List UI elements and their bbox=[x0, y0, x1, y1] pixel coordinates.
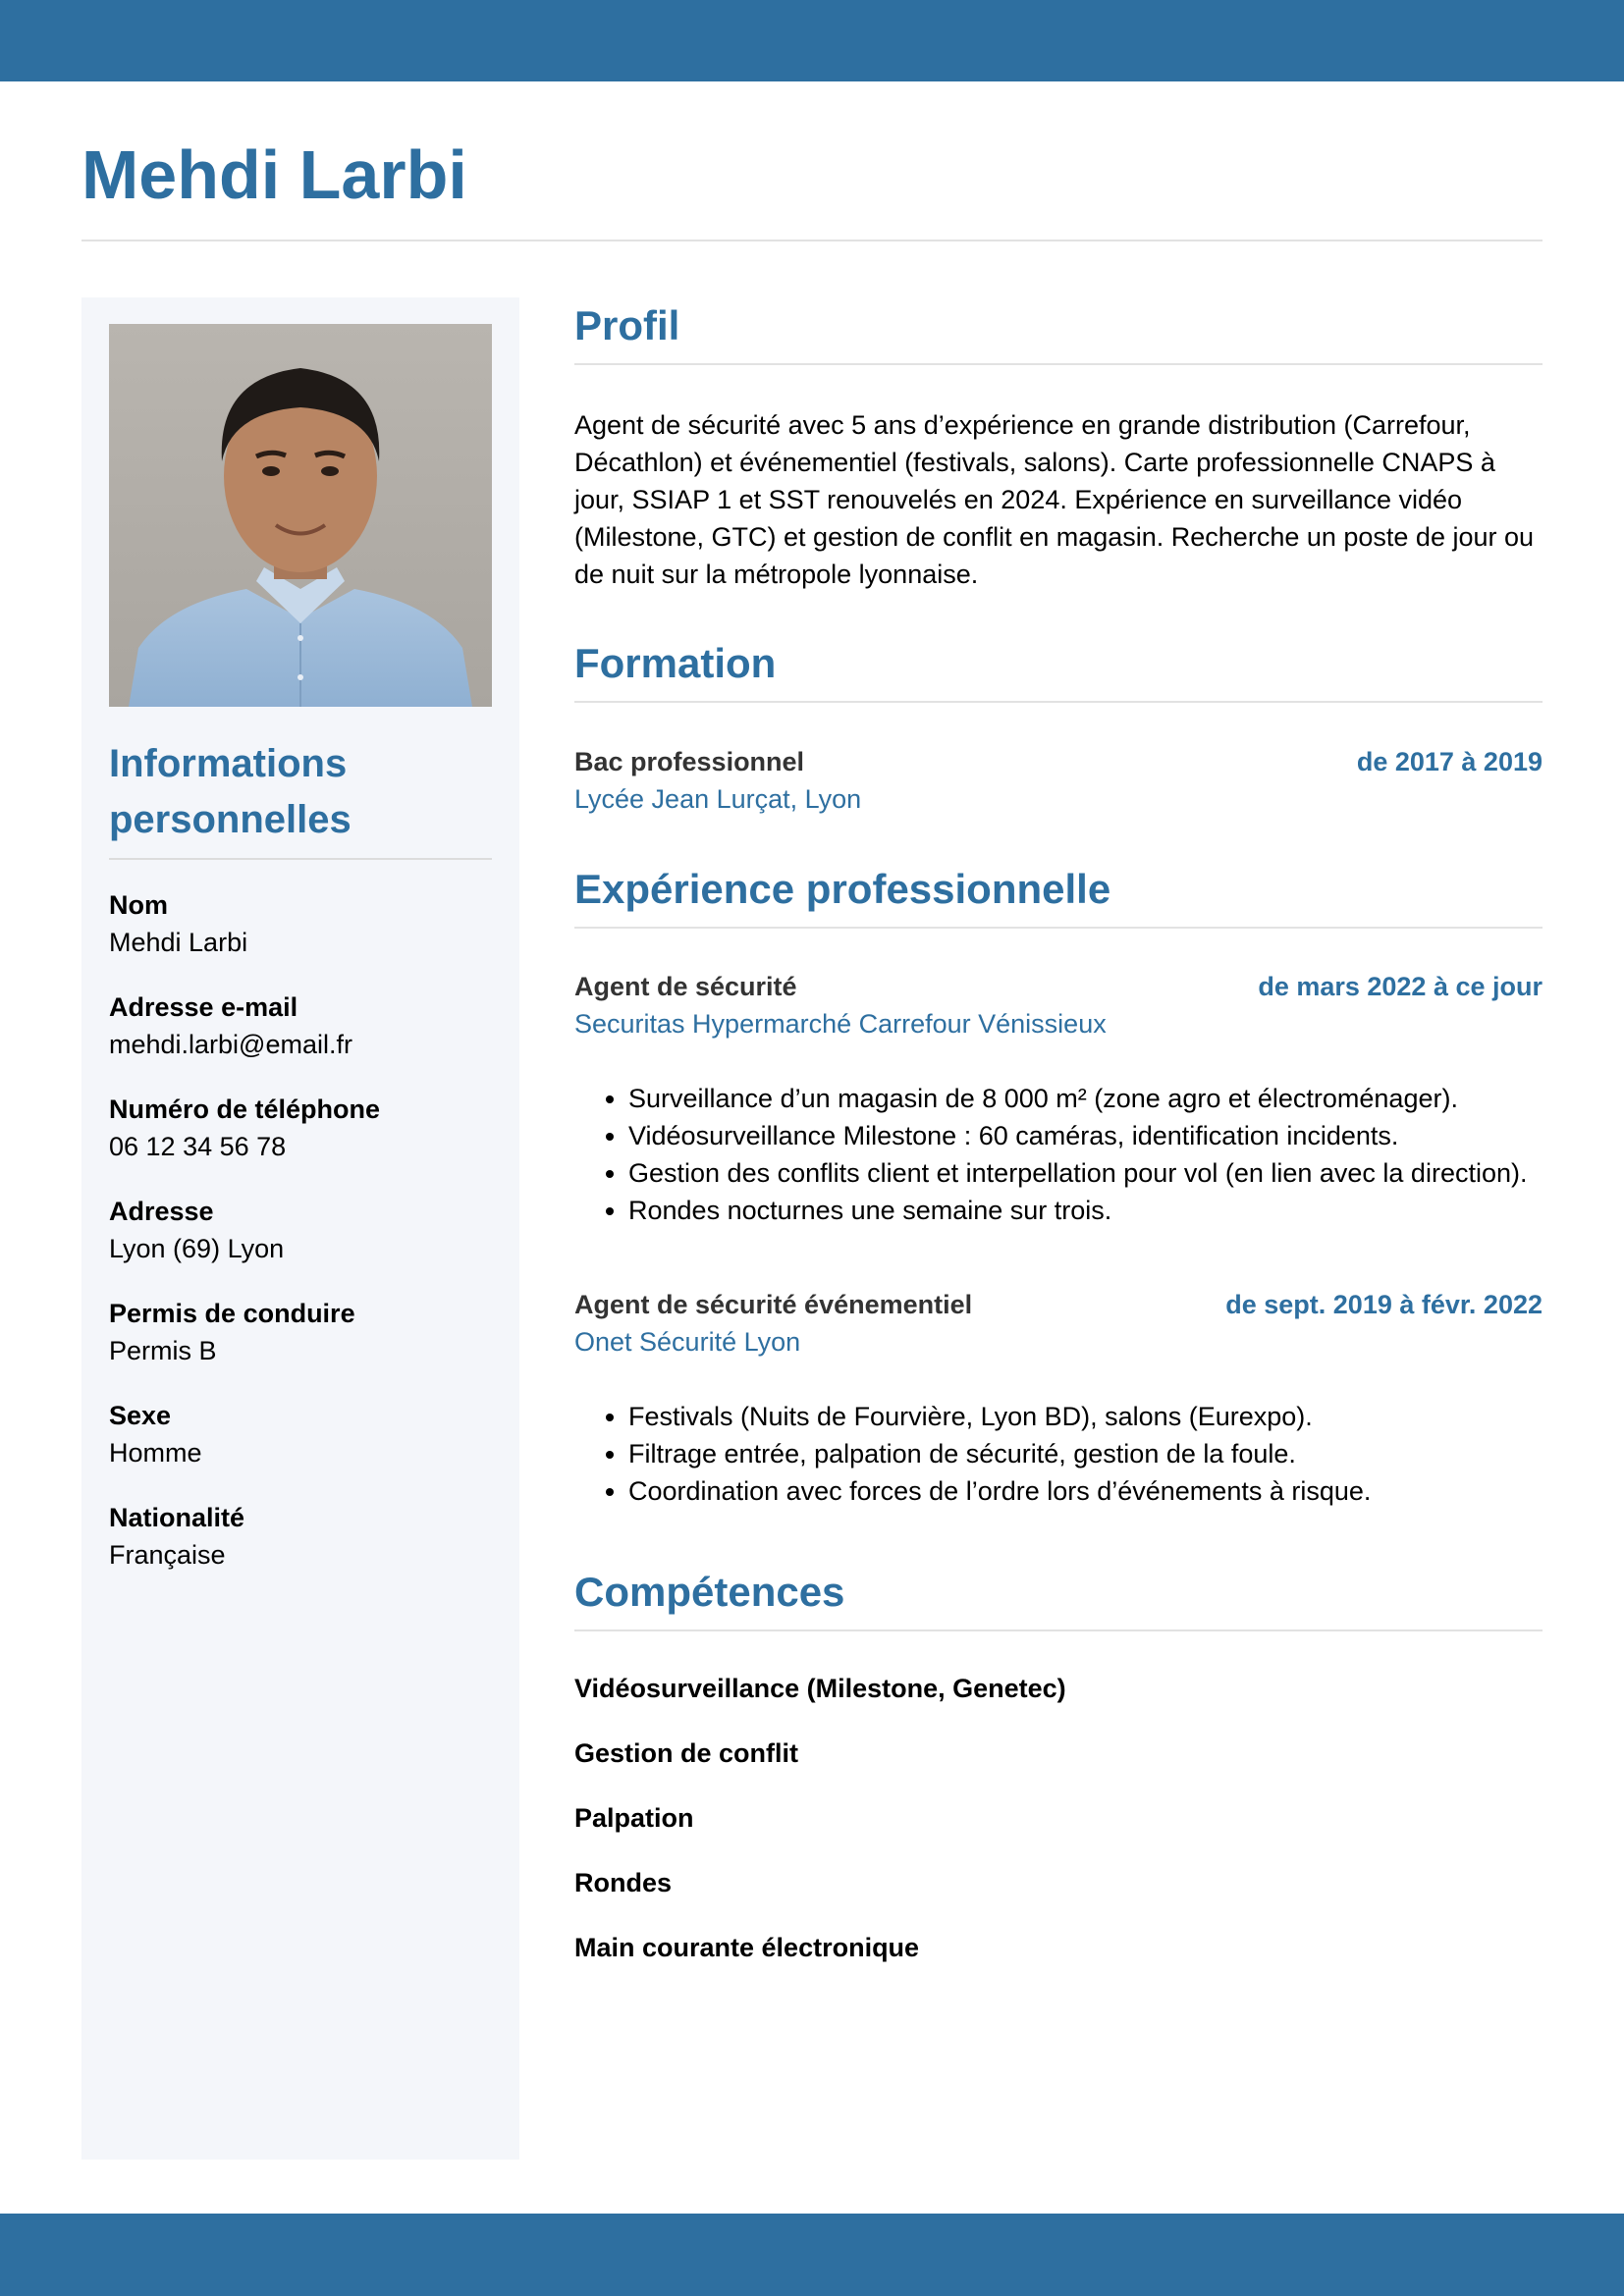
list-item: • Coordination avec forces de l’ordre lors d’événements à risque. bbox=[628, 1472, 1543, 1510]
degree: Bac professionnel bbox=[574, 747, 805, 776]
top-band bbox=[0, 0, 1624, 81]
skill-item: Vidéosurveillance (Milestone, Genetec) bbox=[574, 1674, 1066, 1703]
info-label: Adresse bbox=[109, 1197, 214, 1226]
skill-item: Main courante électronique bbox=[574, 1933, 920, 1962]
job-row bbox=[574, 1286, 1543, 1323]
experience-divider bbox=[574, 927, 1543, 929]
info-label: Adresse e-mail bbox=[109, 992, 298, 1022]
profile-divider bbox=[574, 363, 1543, 365]
info-value: Française bbox=[109, 1540, 226, 1570]
info-value: 06 12 34 56 78 bbox=[109, 1132, 287, 1161]
list-item: • Surveillance d’un magasin de 8 000 m² (zone agro et électroménager). bbox=[628, 1080, 1543, 1117]
info-label: Sexe bbox=[109, 1401, 172, 1430]
info-value: Lyon (69) Lyon bbox=[109, 1234, 285, 1263]
experience-title: Expérience professionnelle bbox=[574, 866, 1111, 912]
list-item: • Vidéosurveillance Milestone : 60 caméras, identification incidents. bbox=[628, 1117, 1543, 1154]
info-item-nationality bbox=[109, 1499, 492, 1601]
job-bullets bbox=[574, 1080, 1543, 1229]
info-label: Nationalité bbox=[109, 1503, 245, 1532]
info-value: mehdi.larbi@email.fr bbox=[109, 1030, 352, 1059]
skill-item: Gestion de conflit bbox=[574, 1738, 799, 1768]
info-label: Nom bbox=[109, 890, 168, 920]
education-divider bbox=[574, 701, 1543, 703]
candidate-name: Mehdi Larbi bbox=[81, 136, 467, 213]
job-company: Onet Sécurité Lyon bbox=[574, 1327, 801, 1357]
sidebar bbox=[81, 297, 519, 2160]
personal-info-title: Informations personnelles bbox=[109, 742, 352, 841]
info-value: Homme bbox=[109, 1438, 202, 1468]
list-item: • Festivals (Nuits de Fourvière, Lyon BD), salons (Eurexpo). bbox=[628, 1398, 1543, 1435]
personal-info-divider bbox=[109, 858, 492, 860]
list-item: • Filtrage entrée, palpation de sécurité, gestion de la foule. bbox=[628, 1435, 1543, 1472]
list-item: • Gestion des conflits client et interpellation pour vol (en lien avec la direction). bbox=[628, 1154, 1543, 1192]
info-item-email bbox=[109, 988, 492, 1091]
job-dates: de mars 2022 à ce jour bbox=[1258, 972, 1543, 1001]
bottom-band bbox=[0, 2214, 1624, 2296]
job-company: Securitas Hypermarché Carrefour Vénissieux bbox=[574, 1009, 1107, 1039]
education-dates: de 2017 à 2019 bbox=[1356, 747, 1543, 776]
info-value: Permis B bbox=[109, 1336, 217, 1365]
info-item-address bbox=[109, 1193, 492, 1295]
profile-text: Agent de sécurité avec 5 ans d’expérience en grande distribution (Carrefour, Décathlon) et événementiel (festivals, salons). Carte professionnelle CNAPS à jour, SSIAP 1 et SST renouvelés en 2024. Expérience en surveillance vidéo (Milestone, GTC) et gestion de conflit en magasin. Recherche un poste de jour ou de nuit sur la métropole lyonnaise. bbox=[574, 410, 1535, 589]
job-role: Agent de sécurité événementiel bbox=[574, 1290, 973, 1319]
school: Lycée Jean Lurçat, Lyon bbox=[574, 784, 862, 814]
skill-item: Rondes bbox=[574, 1868, 673, 1897]
info-label: Numéro de téléphone bbox=[109, 1095, 381, 1124]
info-item-license bbox=[109, 1295, 492, 1397]
skill-item: Palpation bbox=[574, 1803, 694, 1833]
header-divider bbox=[81, 240, 1543, 241]
profile-photo bbox=[109, 324, 492, 707]
job-dates: de sept. 2019 à févr. 2022 bbox=[1225, 1290, 1543, 1319]
info-item-name bbox=[109, 886, 492, 988]
info-item-gender bbox=[109, 1397, 492, 1499]
job-role: Agent de sécurité bbox=[574, 972, 797, 1001]
skills-divider bbox=[574, 1629, 1543, 1631]
education-row bbox=[574, 743, 1543, 780]
education-title: Formation bbox=[574, 640, 777, 686]
profile-title: Profil bbox=[574, 302, 680, 348]
info-item-phone bbox=[109, 1091, 492, 1193]
info-value: Mehdi Larbi bbox=[109, 928, 248, 957]
job-row bbox=[574, 968, 1543, 1005]
info-label: Permis de conduire bbox=[109, 1299, 355, 1328]
job-bullets bbox=[574, 1398, 1543, 1510]
list-item: • Rondes nocturnes une semaine sur trois. bbox=[628, 1192, 1543, 1229]
personal-info-list bbox=[109, 886, 492, 1601]
skills-title: Compétences bbox=[574, 1569, 845, 1615]
